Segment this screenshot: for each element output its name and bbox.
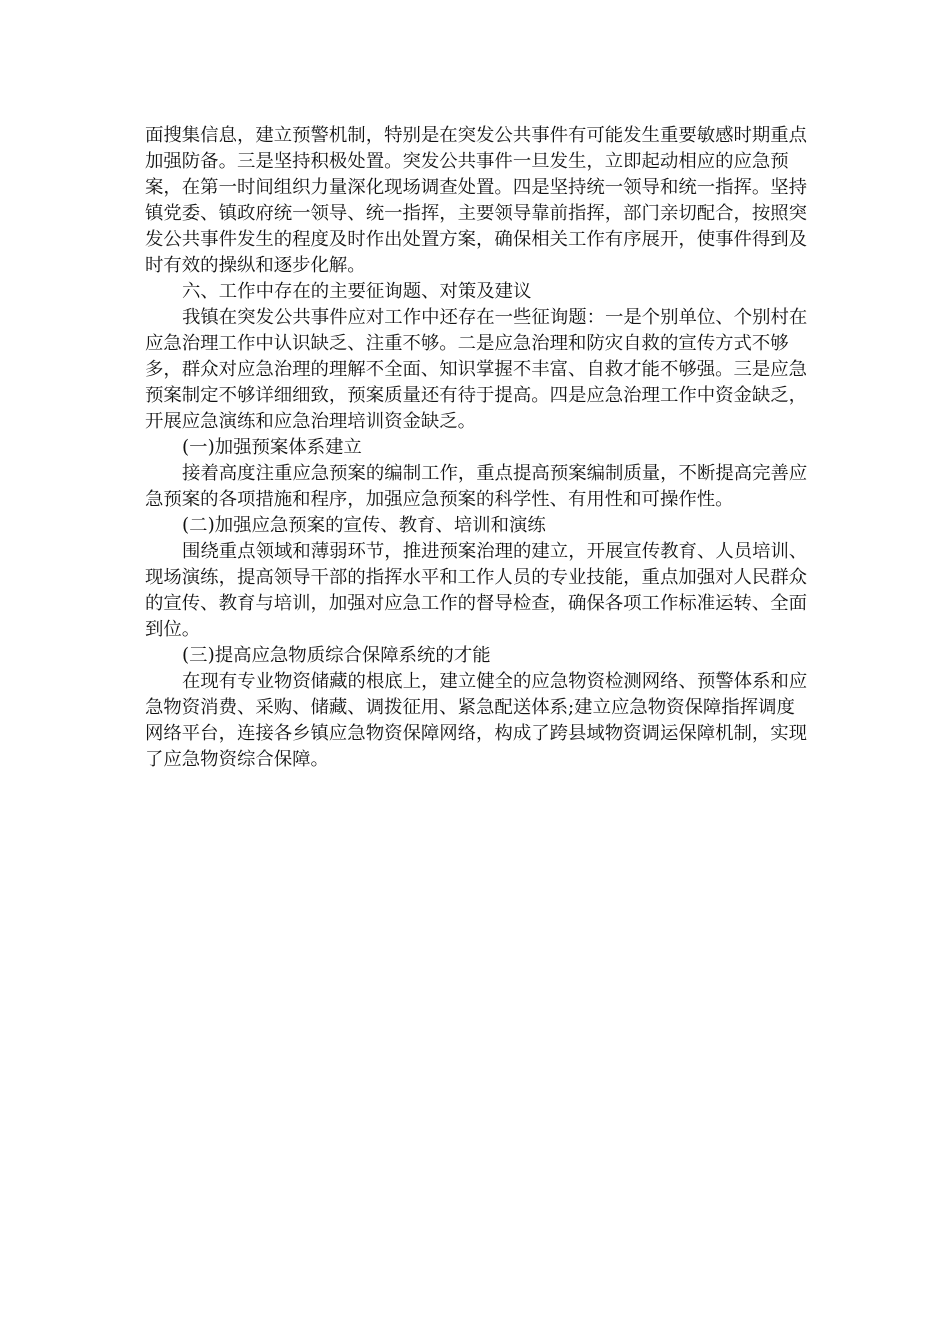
paragraph-continuation: 面搜集信息，建立预警机制，特别是在突发公共事件有可能发生重要敏感时期重点加强防备。三是坚持积极处置。突发公共事件一旦发生，立即起动相应的应急预案，在第一时间组织力量深化现场调查处置。四是坚持统一领导和统一指挥。坚持镇党委、镇政府统一领导、统一指挥，主要领导靠前指挥，部门亲切配合，按照突发公共事件发生的程度及时作出处置方案，确保相关工作有序展开，使事件得到及时有效的操纵和逐步化解。 bbox=[145, 125, 808, 276]
paragraph-problems: 我镇在突发公共事件应对工作中还存在一些征询题：一是个别单位、个别村在应急治理工作中认识缺乏、注重不够。二是应急治理和防灾自救的宣传方式不够多，群众对应急治理的理解不全面、知识掌握不丰富、自救才能不够强。三是应急预案制定不够详细细致，预案质量还有待于提高。四是应急治理工作中资金缺乏，开展应急演练和应急治理培训资金缺乏。 bbox=[145, 307, 808, 432]
subheading-2: (二)加强应急预案的宣传、教育、培训和演练 bbox=[182, 515, 546, 536]
subheading-3: (三)提高应急物质综合保障系统的才能 bbox=[182, 645, 491, 666]
section-heading-6: 六、工作中存在的主要征询题、对策及建议 bbox=[182, 281, 532, 302]
paragraph-plan-system: 接着高度注重应急预案的编制工作，重点提高预案编制质量，不断提高完善应急预案的各项措施和程序，加强应急预案的科学性、有用性和可操作性。 bbox=[145, 463, 808, 510]
paragraph-training: 围绕重点领域和薄弱环节，推进预案治理的建立，开展宣传教育、人员培训、现场演练，提高领导干部的指挥水平和工作人员的专业技能，重点加强对人民群众的宣传、教育与培训，加强对应急工作的督导检查，确保各项工作标准运转、全面到位。 bbox=[145, 541, 808, 640]
document-body bbox=[145, 123, 810, 773]
subheading-1: (一)加强预案体系建立 bbox=[182, 437, 362, 458]
paragraph-supplies: 在现有专业物资储藏的根底上，建立健全的应急物资检测网络、预警体系和应急物资消费、采购、储藏、调拨征用、紧急配送体系;建立应急物资保障指挥调度网络平台，连接各乡镇应急物资保障网络，构成了跨县域物资调运保障机制，实现了应急物资综合保障。 bbox=[145, 671, 808, 770]
